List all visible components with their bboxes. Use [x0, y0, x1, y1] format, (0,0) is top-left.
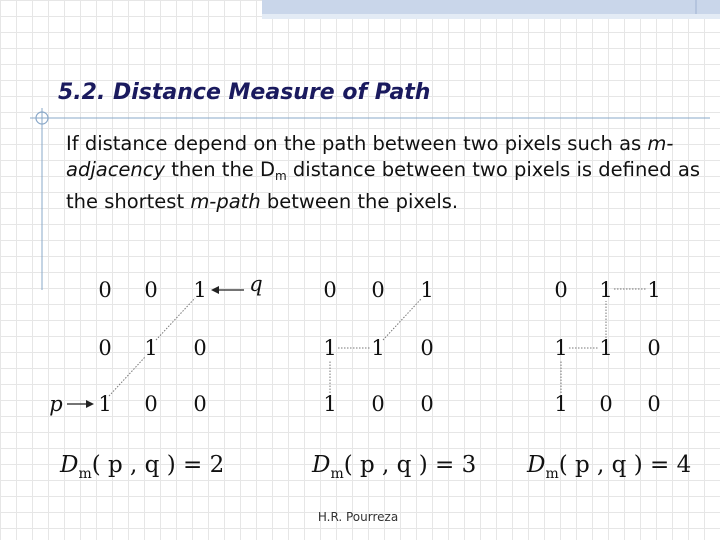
distance-expression: ( p , q ) = 2	[91, 452, 225, 478]
m-path-segment	[383, 299, 421, 340]
grid-cell: 1	[193, 278, 207, 302]
definition-text-4: between the pixels.	[260, 190, 459, 213]
grid-cell: 1	[647, 278, 661, 302]
grid-cell: 1	[599, 278, 613, 302]
definition-term-m-adjacency: m-adjacency	[66, 132, 674, 181]
grid-cell: 0	[371, 392, 385, 416]
grid-cell: 0	[323, 278, 337, 302]
definition-text-1: If distance depend on the path between two pixels such as	[66, 132, 648, 155]
distance-subscript: m	[545, 466, 559, 482]
distance-symbol: D	[312, 452, 331, 478]
grid-cell: 0	[144, 392, 158, 416]
distance-subscript: m	[330, 466, 344, 482]
grid-cell: 0	[647, 336, 661, 360]
distance-expression: ( p , q ) = 4	[558, 452, 692, 478]
definition-term-m-path: m-path	[190, 190, 261, 213]
grid-cell: 0	[420, 392, 434, 416]
grid-cell: 1	[144, 336, 158, 360]
grid-cell: 0	[420, 336, 434, 360]
grid-cell: 1	[599, 336, 613, 360]
p-arrow-icon	[67, 400, 94, 408]
definition-dm-subscript: m	[275, 169, 287, 183]
footer-author: H.R. Pourreza	[317, 510, 399, 524]
q-arrow-icon	[211, 286, 244, 294]
distance-symbol: D	[527, 452, 546, 478]
distance-expression: ( p , q ) = 3	[343, 452, 477, 478]
grid-cell: 1	[371, 336, 385, 360]
distance-symbol: D	[60, 452, 79, 478]
m-path-segment	[156, 298, 195, 340]
grid-cell: 0	[647, 392, 661, 416]
grid-cell: 0	[599, 392, 613, 416]
distance-subscript: m	[78, 466, 92, 482]
grid-cell: 1	[323, 336, 337, 360]
grid-cell: 0	[193, 336, 207, 360]
grid-cell: 1	[323, 392, 337, 416]
definition-text-2: then the D	[165, 158, 276, 181]
grid-cell: 0	[98, 336, 112, 360]
m-path-segment	[109, 357, 145, 396]
label-p: p	[49, 392, 63, 416]
grid-cell: 1	[554, 336, 568, 360]
grid-cell: 1	[554, 392, 568, 416]
grid-cell: 1	[420, 278, 434, 302]
grid-cell: 0	[371, 278, 385, 302]
label-q: q	[249, 272, 263, 296]
grid-cell: 0	[98, 278, 112, 302]
definition-text-3: distance between two pixels is defined as the shortest	[66, 158, 700, 213]
grid-cell: 0	[193, 392, 207, 416]
slide-title: 5.2. Distance Measure of Path	[58, 80, 431, 105]
grid-cell: 0	[554, 278, 568, 302]
grid-cell: 0	[144, 278, 158, 302]
grid-cell: 1	[98, 392, 112, 416]
